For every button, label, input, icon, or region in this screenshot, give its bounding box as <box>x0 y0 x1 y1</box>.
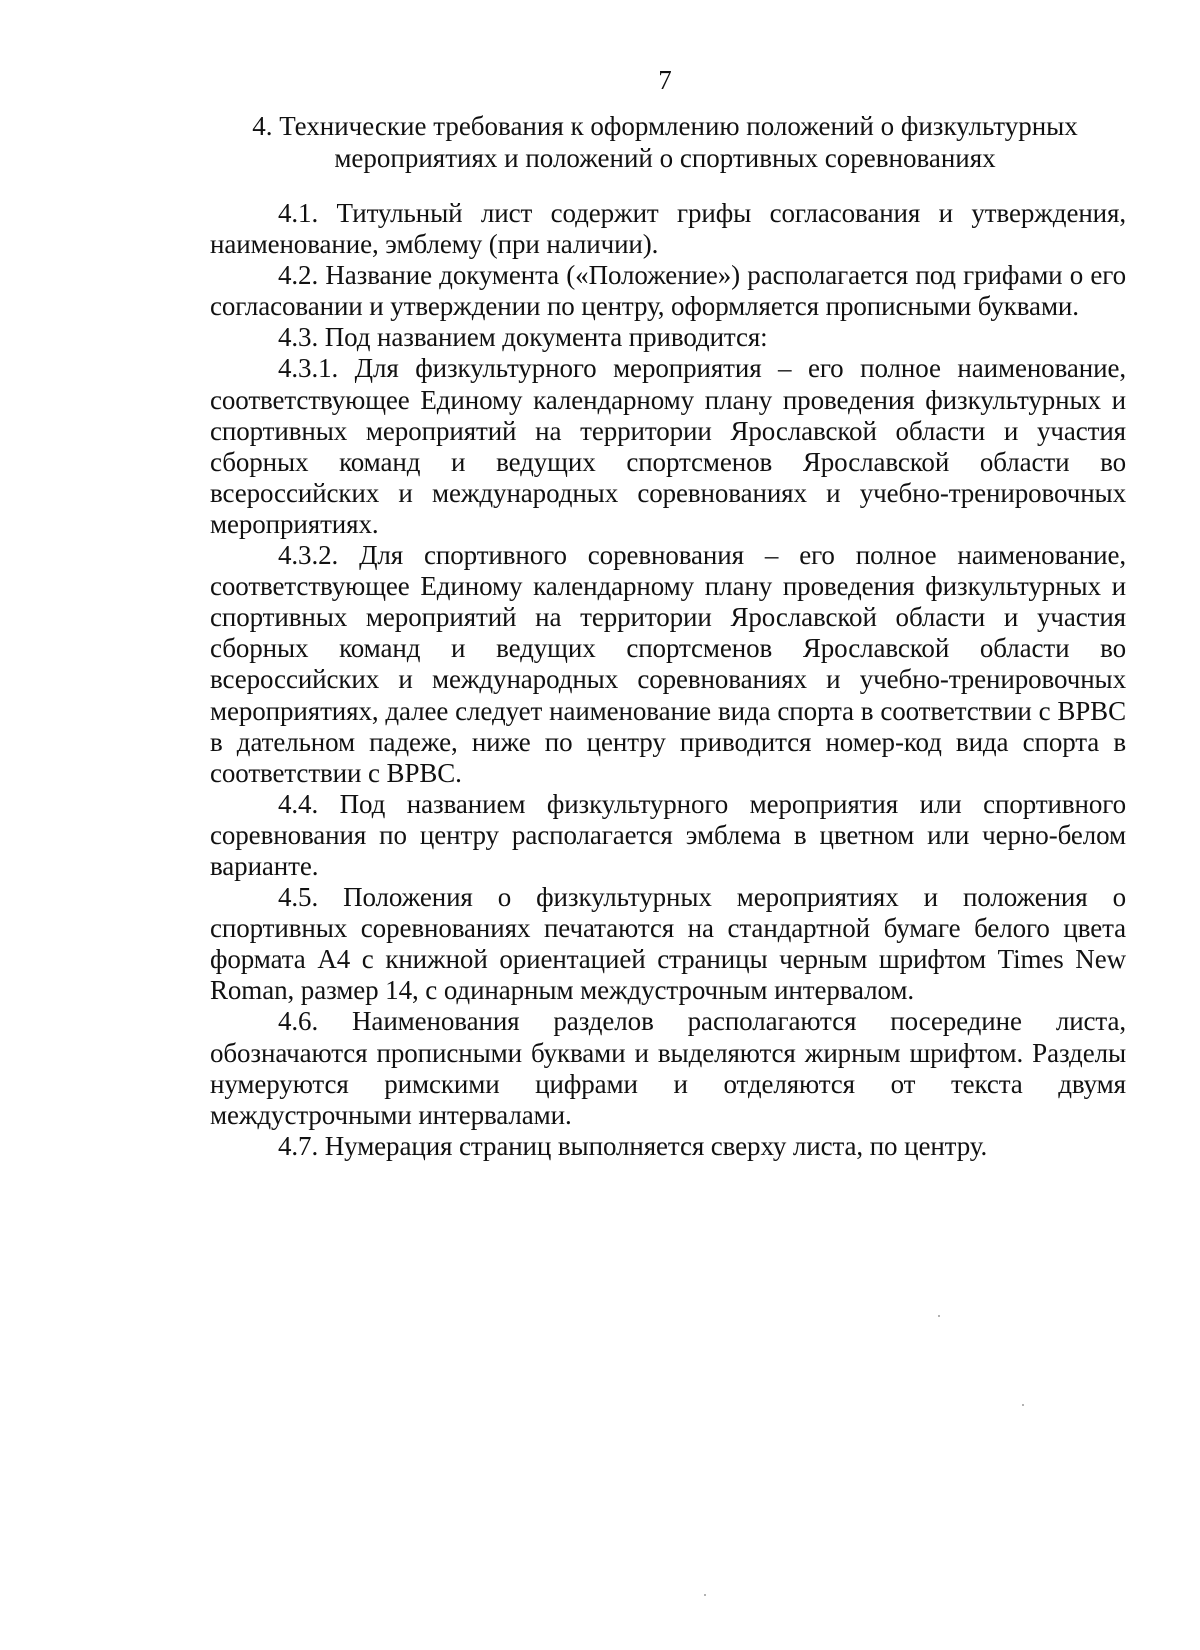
paragraph-4-3-1: 4.3.1. Для физкультурного мероприятия – его полное наименование, соответствующее Единому календарному плану проведения физкультурных и спортивных мероприятий на территории Ярославской области и участия сборных команд и ведущих спортсменов Ярославской области во всероссийских и международных соревнованиях и учебно-тренировочных мероприятиях. <box>210 353 1126 539</box>
paragraph-4-3: 4.3. Под названием документа приводится: <box>278 322 768 353</box>
scan-speck <box>704 1594 706 1596</box>
paragraph-4-3-2: 4.3.2. Для спортивного соревнования – его полное наименование, соответствующее Единому календарному плану проведения физкультурных и спортивных мероприятий на территории Ярославской области и участия сборных команд и ведущих спортсменов Ярославской области во всероссийских и международных соревнованиях и учебно-тренировочных мероприятиях, далее следует наименование вида спорта в соответствии с ВРВС в дательном падеже, ниже по центру приводится номер-код вида спорта в соответствии с ВРВС. <box>210 540 1126 788</box>
page-number: 7 <box>658 65 672 95</box>
section-heading-line: 4. Технические требования к оформлению положений о физкультурных <box>252 111 1078 141</box>
scan-speck <box>1022 1404 1024 1406</box>
paragraph-4-7: 4.7. Нумерация страниц выполняется сверху листа, по центру. <box>278 1130 988 1161</box>
body-text <box>210 198 1126 1162</box>
section-heading-line: мероприятиях и положений о спортивных соревнованиях <box>334 143 996 173</box>
section-heading <box>200 110 1130 174</box>
paragraph-4-4: 4.4. Под названием физкультурного мероприятия или спортивного соревнования по центру располагается эмблема в цветном или черно-белом варианте. <box>210 788 1126 881</box>
paragraph-4-6: 4.6. Наименования разделов располагаются посередине листа, обозначаются прописными буквами и выделяются жирным шрифтом. Разделы нумеруются римскими цифрами и отделяются от текста двумя междустрочными интервалами. <box>210 1006 1126 1130</box>
paragraph-4-1: 4.1. Титульный лист содержит грифы согласования и утверждения, наименование, эмблему (при наличии). <box>210 198 1126 260</box>
paragraph-4-5: 4.5. Положения о физкультурных мероприятиях и положения о спортивных соревнованиях печатаются на стандартной бумаге белого цвета формата А4 с книжной ориентацией страницы черным шрифтом Times New Roman, размер 14, с одинарным междустрочным интервалом. <box>210 882 1126 1006</box>
paragraph-4-2: 4.2. Название документа («Положение») располагается под грифами о его согласовании и утверждении по центру, оформляется прописными буквами. <box>210 260 1126 322</box>
scan-speck <box>938 1315 940 1317</box>
